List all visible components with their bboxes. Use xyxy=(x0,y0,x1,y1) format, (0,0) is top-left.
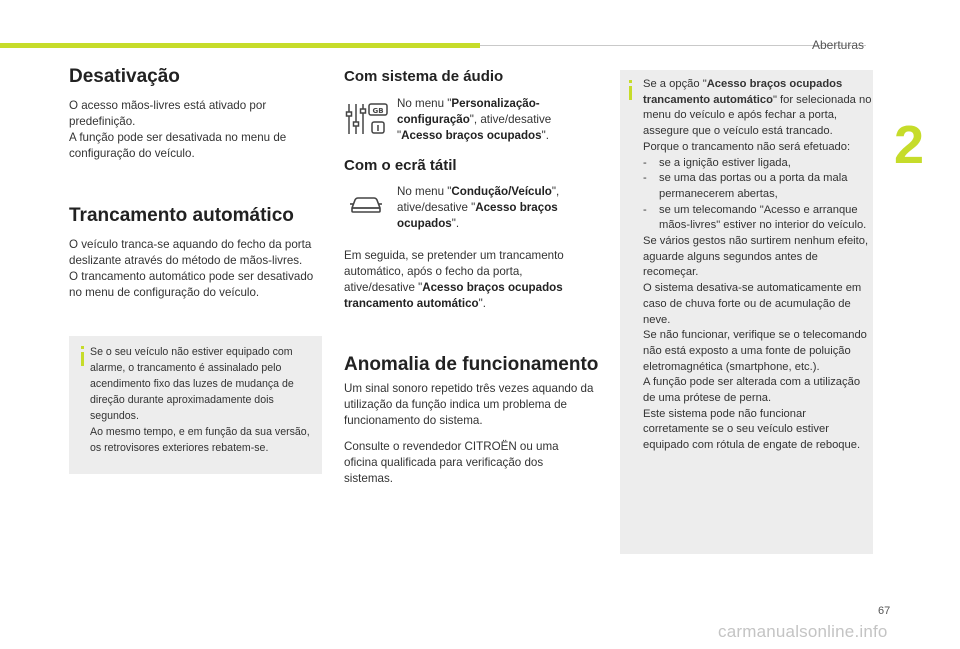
svg-text:GB: GB xyxy=(372,107,384,115)
trancamento-p1: O veículo tranca-se aquando do fecho da porta deslizante através do método de mãos-livres. xyxy=(69,238,312,267)
auto-lock-t2: ". xyxy=(478,297,486,310)
info-icon-dot xyxy=(81,346,84,349)
auto-lock-t1: Em seguida, se pretender um trancamento automático, após o fecho da porta, ative/desative " xyxy=(344,249,564,294)
touch-menu-name: Condução/Veículo xyxy=(451,185,552,198)
heading-desativacao: Desativação xyxy=(69,66,180,87)
list-item: - se a ignição estiver ligada, xyxy=(643,156,872,172)
audio-settings-icon xyxy=(344,100,390,138)
car-icon xyxy=(349,194,383,216)
note-2-list xyxy=(643,156,872,235)
note-2-p4: A função pode ser alterada com a utilização de uma prótese de perna. xyxy=(643,376,861,405)
audio-t3: ". xyxy=(541,129,549,142)
touch-t1: No menu " xyxy=(397,185,452,198)
touch-option-name: Acesso braços ocupados xyxy=(397,201,558,230)
audio-text xyxy=(397,96,567,144)
note-2-reason: Porque o trancamento não será efetuado: xyxy=(643,140,851,153)
watermark: carmanualsonline.info xyxy=(718,622,888,641)
audio-t1: No menu " xyxy=(397,97,452,110)
touch-t3: ". xyxy=(451,217,460,230)
note-2-body xyxy=(643,77,872,454)
anomalia-text-1: Um sinal sonoro repetido três vezes aquando da utilização da função indica um problema de funcionamento do sistema. xyxy=(344,382,594,427)
auto-lock-option: Acesso braços ocupados trancamento automático xyxy=(344,281,563,310)
desativacao-p1: O acesso mãos-livres está ativado por predefinição. xyxy=(69,99,267,128)
trancamento-p2: O trancamento automático pode ser desativado no menu de configuração do veículo. xyxy=(69,270,314,299)
note-2-p3: Se não funcionar, verifique se o telecomando não está exposto a uma fonte de poluição eletromagnética (smartphone, etc.). xyxy=(643,329,867,373)
svg-text:I: I xyxy=(376,124,380,133)
desativacao-text xyxy=(69,98,324,162)
info-icon xyxy=(81,352,84,366)
chapter-number: 2 xyxy=(894,115,925,175)
header-accent-bar xyxy=(0,43,480,48)
anomalia-text-2: Consulte o revendedor CITROËN ou uma oficina qualificada para verificação dos sistemas. xyxy=(344,440,559,485)
note-1-p2: Ao mesmo tempo, e em função da sua versão, os retrovisores exteriores rebatem-se. xyxy=(90,426,310,454)
info-note-1 xyxy=(69,336,322,474)
note-2-option: Acesso braços ocupados trancamento automático xyxy=(643,78,843,106)
info-icon-2 xyxy=(629,86,632,100)
heading-trancamento: Trancamento automático xyxy=(69,205,294,226)
header-rule xyxy=(480,45,866,46)
note-2-p1: Se vários gestos não surtirem nenhum efeito, aguarde alguns segundos antes de recomeçar. xyxy=(643,235,869,279)
note-1-body xyxy=(90,344,318,456)
note-2-p2: O sistema desativa-se automaticamente em caso de chuva forte ou de acumulação de neve. xyxy=(643,282,862,326)
heading-touch: Com o ecrã tátil xyxy=(344,157,457,174)
note-1-p1: Se o seu veículo não estiver equipado com alarme, o trancamento é assinalado pelo acendimento fixo das luzes de mudança de direção durante aproximadamente dois segundos. xyxy=(90,346,294,422)
note-2-p5: Este sistema pode não funcionar corretamente se o seu veículo estiver equipado com rótula de engate de reboque. xyxy=(643,407,861,452)
touch-t2: ", ative/desative " xyxy=(397,185,560,214)
note-2-intro xyxy=(643,77,872,140)
heading-anomalia: Anomalia de funcionamento xyxy=(344,354,599,375)
heading-audio: Com sistema de áudio xyxy=(344,68,504,85)
auto-lock-text xyxy=(344,248,584,312)
note-2-t1: Se a opção " xyxy=(643,78,707,90)
touch-text xyxy=(397,184,577,232)
desativacao-p2: A função pode ser desativada no menu de configuração do veículo. xyxy=(69,131,287,160)
info-note-2 xyxy=(620,70,873,554)
section-title: Aberturas xyxy=(812,38,865,52)
audio-menu-name: Personalização-configuração xyxy=(397,97,540,126)
page-number: 67 xyxy=(878,605,891,617)
list-item: - se uma das portas ou a porta da mala permanecerem abertas, xyxy=(643,171,872,202)
note-2-t2: " for selecionada no menu do veículo e após fechar a porta, assegure que o veículo está trancado. xyxy=(643,93,872,138)
audio-t2: ", ative/desative " xyxy=(397,113,552,142)
info-icon-dot-2 xyxy=(629,80,632,83)
audio-option-name: Acesso braços ocupados xyxy=(401,129,542,142)
trancamento-text xyxy=(69,237,325,301)
list-item: - se um telecomando "Acesso e arranque mãos-livres" estiver no interior do veículo. xyxy=(643,203,872,234)
